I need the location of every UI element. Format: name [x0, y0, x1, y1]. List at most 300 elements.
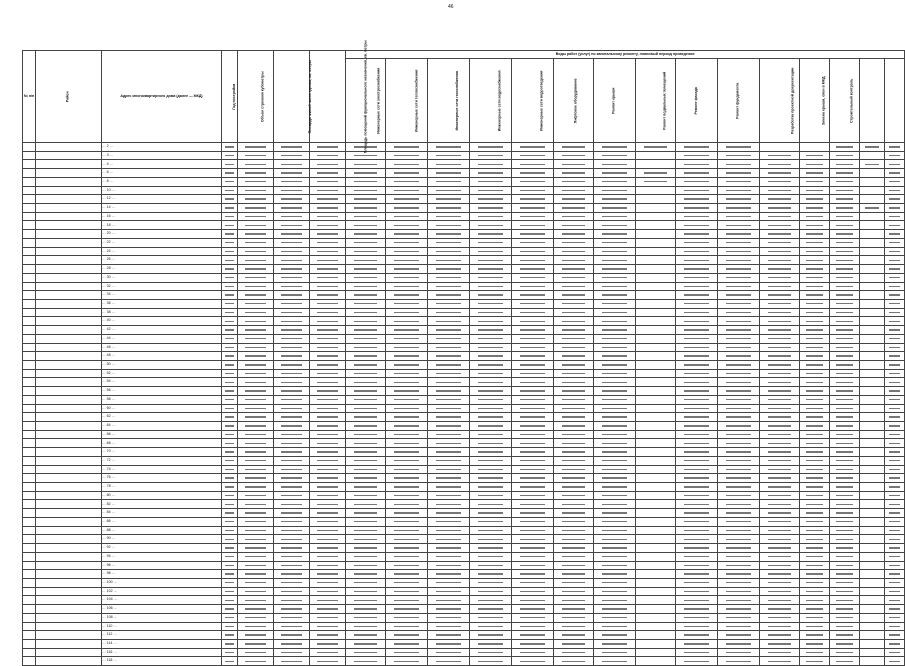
row-cell [800, 387, 830, 396]
cell-value-mark [478, 451, 503, 452]
cell-value-mark [562, 207, 585, 208]
row-cell [594, 422, 636, 431]
cell-value-mark [889, 547, 901, 548]
cell-value-mark [478, 469, 503, 470]
row-address: … 76 … [102, 474, 222, 483]
row-cell [800, 221, 830, 230]
cell-value-mark [436, 181, 461, 182]
row-cell [554, 535, 594, 544]
row-cell [885, 439, 905, 448]
row-cell [760, 439, 800, 448]
row-cell [310, 448, 346, 457]
row-cell [512, 613, 554, 622]
row-cell [428, 605, 470, 614]
row-cell [222, 552, 238, 561]
row-cell [554, 352, 594, 361]
cell-value-mark [836, 164, 853, 165]
row-address: … 68 … [102, 439, 222, 448]
row-cell [428, 491, 470, 500]
row-cell [636, 160, 676, 169]
cell-value-mark [354, 268, 377, 269]
row-district [36, 631, 102, 640]
cell-value-mark [225, 661, 234, 662]
row-cell [594, 474, 636, 483]
cell-value-mark [562, 190, 585, 191]
table-row [23, 291, 905, 300]
row-cell [470, 343, 512, 352]
row-cell [470, 639, 512, 648]
table-row [23, 570, 905, 579]
cell-value-mark [225, 242, 234, 243]
table-row [23, 561, 905, 570]
row-cell [222, 648, 238, 657]
row-cell [346, 448, 386, 457]
row-address: … 18 … [102, 221, 222, 230]
row-district [36, 639, 102, 648]
row-cell [676, 169, 718, 178]
row-cell [885, 596, 905, 605]
cell-value-mark [562, 425, 585, 426]
row-cell [470, 509, 512, 518]
cell-value-mark [889, 643, 901, 644]
cell-value-mark [602, 425, 627, 426]
cell-value-mark [245, 260, 266, 261]
col-header-year-label: Год постройки [232, 83, 237, 110]
cell-value-mark [478, 146, 503, 147]
row-cell [512, 639, 554, 648]
cell-value-mark [520, 382, 545, 383]
row-cell [594, 308, 636, 317]
cell-value-mark [562, 251, 585, 252]
cell-value-mark [478, 382, 503, 383]
row-number [23, 639, 36, 648]
cell-value-mark [394, 347, 419, 348]
cell-value-mark [225, 338, 234, 339]
cell-value-mark [394, 460, 419, 461]
cell-value-mark [684, 260, 709, 261]
row-cell [310, 238, 346, 247]
row-cell [830, 221, 860, 230]
row-cell [238, 352, 274, 361]
cell-value-mark [836, 565, 853, 566]
cell-value-mark [836, 582, 853, 583]
cell-value-mark [726, 626, 751, 627]
cell-value-mark [889, 216, 901, 217]
row-cell [428, 500, 470, 509]
row-cell [594, 613, 636, 622]
row-cell [554, 639, 594, 648]
cell-value-mark [520, 425, 545, 426]
row-cell [386, 299, 428, 308]
row-cell [470, 247, 512, 256]
cell-value-mark [836, 634, 853, 635]
cell-value-mark [889, 565, 901, 566]
row-cell [310, 622, 346, 631]
cell-value-mark [684, 181, 709, 182]
row-cell [760, 422, 800, 431]
cell-value-mark [806, 608, 823, 609]
row-cell [346, 596, 386, 605]
cell-value-mark [245, 495, 266, 496]
row-cell [860, 483, 885, 492]
cell-value-mark [354, 382, 377, 383]
cell-value-mark [354, 312, 377, 313]
cell-value-mark [806, 652, 823, 653]
row-cell [594, 326, 636, 335]
row-district [36, 177, 102, 186]
cell-value-mark [768, 268, 791, 269]
cell-value-mark [317, 321, 338, 322]
cell-value-mark [684, 303, 709, 304]
row-cell [346, 282, 386, 291]
cell-value-mark [394, 443, 419, 444]
cell-value-mark [836, 225, 853, 226]
row-cell [760, 404, 800, 413]
row-cell [222, 605, 238, 614]
row-cell [512, 622, 554, 631]
cell-value-mark [768, 225, 791, 226]
row-cell [222, 326, 238, 335]
row-cell [594, 404, 636, 413]
cell-value-mark [520, 251, 545, 252]
cell-value-mark [562, 198, 585, 199]
row-cell [676, 578, 718, 587]
row-cell [830, 578, 860, 587]
row-cell [238, 378, 274, 387]
row-number [23, 326, 36, 335]
cell-value-mark [436, 608, 461, 609]
cell-value-mark [225, 556, 234, 557]
cell-value-mark [225, 286, 234, 287]
row-cell [718, 238, 760, 247]
row-cell [310, 578, 346, 587]
row-cell [830, 500, 860, 509]
row-cell [636, 387, 676, 396]
cell-value-mark [317, 408, 338, 409]
cell-value-mark [225, 591, 234, 592]
cell-value-mark [354, 573, 377, 574]
row-address: … 20 … [102, 230, 222, 239]
row-cell [222, 404, 238, 413]
row-cell [386, 448, 428, 457]
row-cell [386, 343, 428, 352]
cell-value-mark [684, 216, 709, 217]
table-row [23, 631, 905, 640]
row-cell [346, 343, 386, 352]
row-cell [222, 212, 238, 221]
row-address: … 104 … [102, 596, 222, 605]
row-cell [222, 317, 238, 326]
row-cell [310, 204, 346, 213]
row-cell [222, 334, 238, 343]
cell-value-mark [520, 539, 545, 540]
row-cell [676, 456, 718, 465]
table-row [23, 422, 905, 431]
row-address: … 66 … [102, 430, 222, 439]
row-cell [636, 334, 676, 343]
row-cell [274, 291, 310, 300]
row-cell [512, 552, 554, 561]
cell-value-mark [865, 164, 879, 165]
row-district [36, 605, 102, 614]
cell-value-mark [245, 408, 266, 409]
cell-value-mark [806, 425, 823, 426]
row-cell [860, 552, 885, 561]
row-cell [238, 186, 274, 195]
cell-value-mark [225, 399, 234, 400]
row-cell [346, 544, 386, 553]
cell-value-mark [562, 294, 585, 295]
row-cell [885, 204, 905, 213]
row-cell [386, 526, 428, 535]
row-cell [594, 500, 636, 509]
row-cell [222, 422, 238, 431]
cell-value-mark [726, 338, 751, 339]
row-number [23, 605, 36, 614]
cell-value-mark [836, 608, 853, 609]
row-cell [760, 212, 800, 221]
row-cell [512, 204, 554, 213]
cell-value-mark [562, 329, 585, 330]
row-cell [885, 465, 905, 474]
row-cell [594, 526, 636, 535]
row-cell [800, 535, 830, 544]
row-district [36, 413, 102, 422]
cell-value-mark [889, 251, 901, 252]
cell-value-mark [726, 539, 751, 540]
cell-value-mark [836, 321, 853, 322]
row-cell [554, 509, 594, 518]
cell-value-mark [768, 582, 791, 583]
cell-value-mark [354, 626, 377, 627]
row-cell [470, 613, 512, 622]
row-cell [386, 204, 428, 213]
cell-value-mark [281, 338, 302, 339]
row-cell [554, 483, 594, 492]
row-cell [718, 657, 760, 666]
row-cell [554, 265, 594, 274]
cell-value-mark [394, 582, 419, 583]
row-cell [860, 587, 885, 596]
table-row [23, 282, 905, 291]
row-cell [274, 404, 310, 413]
row-cell [860, 657, 885, 666]
row-cell [594, 186, 636, 195]
cell-value-mark [394, 617, 419, 618]
cell-value-mark [354, 530, 377, 531]
col-header-work-label: Инженерные сети газоснабжения [454, 70, 459, 131]
cell-value-mark [394, 634, 419, 635]
cell-value-mark [478, 347, 503, 348]
cell-value-mark [245, 661, 266, 662]
row-cell [386, 177, 428, 186]
row-cell [800, 605, 830, 614]
cell-value-mark [354, 390, 377, 391]
row-cell [760, 273, 800, 282]
row-cell [554, 613, 594, 622]
cell-value-mark [354, 303, 377, 304]
cell-value-mark [394, 146, 419, 147]
cell-value-mark [602, 486, 627, 487]
cell-value-mark [726, 495, 751, 496]
cell-value-mark [245, 512, 266, 513]
row-district [36, 622, 102, 631]
row-cell [885, 395, 905, 404]
cell-value-mark [354, 451, 377, 452]
row-cell [222, 613, 238, 622]
row-cell [274, 151, 310, 160]
cell-value-mark [768, 573, 791, 574]
cell-value-mark [281, 321, 302, 322]
cell-value-mark [726, 382, 751, 383]
cell-value-mark [836, 530, 853, 531]
cell-value-mark [317, 451, 338, 452]
cell-value-mark [354, 198, 377, 199]
row-cell [238, 221, 274, 230]
row-cell [428, 465, 470, 474]
row-cell [470, 317, 512, 326]
cell-value-mark [768, 207, 791, 208]
row-cell [830, 265, 860, 274]
cell-value-mark [394, 260, 419, 261]
cell-value-mark [806, 451, 823, 452]
row-cell [386, 552, 428, 561]
row-cell [428, 517, 470, 526]
row-cell [718, 561, 760, 570]
cell-value-mark [436, 225, 461, 226]
row-cell [800, 334, 830, 343]
row-cell [760, 474, 800, 483]
row-cell [800, 326, 830, 335]
row-address: … 50 … [102, 360, 222, 369]
row-cell [428, 369, 470, 378]
row-cell [830, 622, 860, 631]
cell-value-mark [245, 600, 266, 601]
cell-value-mark [684, 512, 709, 513]
cell-value-mark [436, 573, 461, 574]
row-cell [800, 430, 830, 439]
cell-value-mark [726, 294, 751, 295]
row-cell [470, 404, 512, 413]
row-cell [676, 474, 718, 483]
row-cell [238, 291, 274, 300]
cell-value-mark [478, 477, 503, 478]
row-cell [274, 177, 310, 186]
row-district [36, 509, 102, 518]
cell-value-mark [806, 373, 823, 374]
cell-value-mark [520, 303, 545, 304]
cell-value-mark [836, 425, 853, 426]
row-cell [800, 378, 830, 387]
row-cell [512, 561, 554, 570]
cell-value-mark [281, 451, 302, 452]
row-cell [885, 387, 905, 396]
row-cell [760, 552, 800, 561]
cell-value-mark [836, 521, 853, 522]
row-address: … 54 … [102, 378, 222, 387]
row-cell [830, 544, 860, 553]
row-cell [386, 596, 428, 605]
cell-value-mark [684, 355, 709, 356]
row-cell [470, 561, 512, 570]
row-cell [885, 317, 905, 326]
row-cell [310, 596, 346, 605]
cell-value-mark [562, 373, 585, 374]
cell-value-mark [520, 207, 545, 208]
row-cell [676, 448, 718, 457]
cell-value-mark [562, 652, 585, 653]
cell-value-mark [225, 390, 234, 391]
cell-value-mark [889, 242, 901, 243]
cell-value-mark [562, 216, 585, 217]
row-cell [718, 622, 760, 631]
row-cell [346, 177, 386, 186]
row-cell [238, 648, 274, 657]
cell-value-mark [317, 294, 338, 295]
cell-value-mark [394, 530, 419, 531]
cell-value-mark [520, 390, 545, 391]
row-cell [800, 195, 830, 204]
row-cell [274, 491, 310, 500]
row-cell [346, 639, 386, 648]
cell-value-mark [478, 626, 503, 627]
cell-value-mark [520, 198, 545, 199]
row-cell [676, 265, 718, 274]
row-cell [310, 169, 346, 178]
cell-value-mark [436, 451, 461, 452]
row-cell [860, 474, 885, 483]
cell-value-mark [684, 573, 709, 574]
cell-value-mark [478, 190, 503, 191]
row-cell [594, 622, 636, 631]
cell-value-mark [836, 373, 853, 374]
cell-value-mark [225, 504, 234, 505]
row-cell [512, 570, 554, 579]
row-cell [860, 639, 885, 648]
cell-value-mark [478, 504, 503, 505]
row-cell [238, 500, 274, 509]
cell-value-mark [245, 233, 266, 234]
row-cell [800, 247, 830, 256]
row-cell [346, 439, 386, 448]
row-cell [676, 657, 718, 666]
cell-value-mark [354, 547, 377, 548]
row-cell [676, 160, 718, 169]
cell-value-mark [726, 286, 751, 287]
row-cell [512, 317, 554, 326]
cell-value-mark [726, 303, 751, 304]
row-cell [636, 639, 676, 648]
row-number [23, 561, 36, 570]
row-cell [676, 326, 718, 335]
row-cell [760, 256, 800, 265]
cell-value-mark [281, 521, 302, 522]
cell-value-mark [245, 286, 266, 287]
row-cell [676, 631, 718, 640]
cell-value-mark [768, 277, 791, 278]
row-cell [386, 648, 428, 657]
cell-value-mark [602, 443, 627, 444]
row-address: … 72 … [102, 456, 222, 465]
row-cell [470, 369, 512, 378]
cell-value-mark [354, 321, 377, 322]
row-cell [512, 483, 554, 492]
row-cell [470, 221, 512, 230]
row-cell [594, 596, 636, 605]
cell-value-mark [889, 321, 901, 322]
cell-value-mark [394, 321, 419, 322]
cell-value-mark [281, 443, 302, 444]
